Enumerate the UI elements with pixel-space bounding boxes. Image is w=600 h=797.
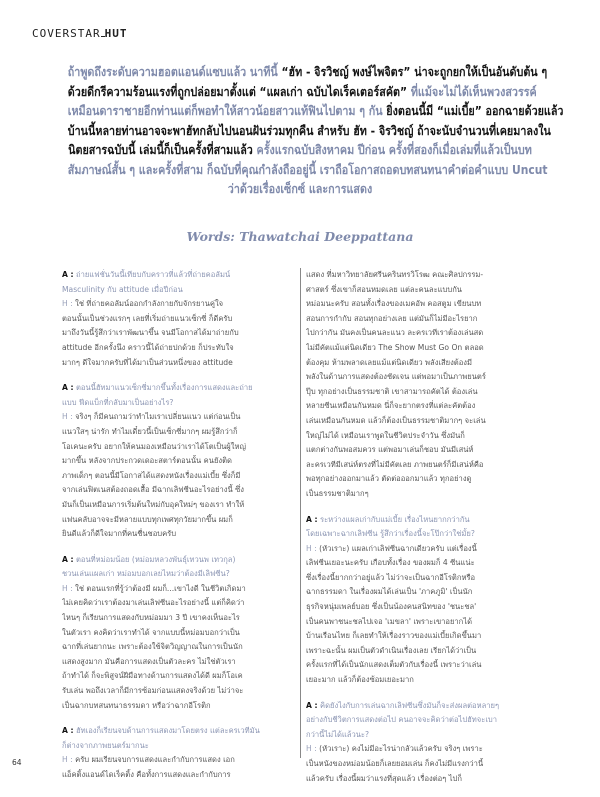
qa-block xyxy=(62,381,296,542)
question-text: ถ่ายแฟชั่นวันนี้เทียบกับคราวที่แล้วที่ถ่ายคอลัมน์ xyxy=(75,270,231,279)
answer-line xyxy=(62,483,296,498)
intro-segment: เหมือนดาราชายอีกท่านแต่ก็พอทำให้สาวน้อยสาวแท้ฟินไปตาม ๆ กัน xyxy=(67,103,387,118)
answer-line xyxy=(62,341,296,356)
answer-text: โอเคนะครับ อยากให้คนมองเหมือนว่าเราได้โตเป็นผู้ใหญ่ xyxy=(62,441,246,451)
question-label: A : xyxy=(62,726,74,736)
answer-line xyxy=(306,673,540,688)
section-header xyxy=(32,27,127,40)
qa-block xyxy=(62,553,296,714)
answer-text: พลังในด้านการแสดงต้องชัดเจน แต่พอมาเป็นภาพยนตร์ xyxy=(306,372,486,382)
question-label: A : xyxy=(306,514,318,524)
answer-line xyxy=(306,472,540,487)
answer-text: ยินดีแล้วก็ดีใจมากที่คนชื่นชอบครับ xyxy=(62,529,177,539)
answer-line xyxy=(306,399,540,414)
answer-line xyxy=(306,268,540,283)
answer-text: attitude อีกครั้งนึง คราวนี้ได้ถ่ายปกด้วย ก็ประทับใจ xyxy=(62,342,234,352)
question-text: ตอนนี้ฮัทมาแนวเซ็กซี่มากขึ้นทั้งเรื่องการแสดงและถ่าย xyxy=(75,383,253,393)
question-line xyxy=(306,527,540,542)
qa-block xyxy=(306,513,540,688)
answer-label: H : xyxy=(62,412,73,422)
answer-line xyxy=(306,443,540,458)
answer-line xyxy=(62,684,296,699)
intro-segment: ด้วยดีกรีความร้อนแรงที่ถูกปล่อยมาตั้งแต่ “แผลเก่า ฉบับไดเร็คเตอร์สคัต” xyxy=(67,83,408,99)
page-number: 64 xyxy=(12,758,22,767)
right-column xyxy=(306,268,540,797)
answer-text: แสดง ที่มหาวิทยาลัยศรีนครินทรวิโรฒ คณะศิลปกรรม- xyxy=(306,270,484,279)
intro-segment: นิตยสารฉบับนี้ เล่มนี้ก็เป็นครั้งที่สามแล้ว xyxy=(68,142,257,157)
answer-line xyxy=(306,297,540,312)
answer-text: เยอะมาก แล้วก็ต้องซ้อมเยอะมาก xyxy=(306,675,414,685)
answer-text: ภาพเด็กๆ ตอนนี้มีโอกาสได้แสดงหนังเรื่องแม่เบี้ย ซึ่งก็มี xyxy=(62,470,241,480)
answer-line xyxy=(306,283,540,298)
answer-line xyxy=(306,458,540,473)
intro-segment: สัมภาษณ์สั้น ๆ และครั้งที่สาม ก็ฉบับที่คุณกำลังถืออยู่นี้ เราถือโอกาสถอดบทสนทนาคำต่อคำแบบ Uncut xyxy=(67,161,548,177)
answer-line xyxy=(62,410,296,425)
answer-line xyxy=(306,487,540,502)
answer-line xyxy=(306,326,540,341)
question-text: ก็ต่างจากภาพยนตร์มากนะ xyxy=(62,740,149,750)
left-column xyxy=(62,268,296,794)
answer-line xyxy=(306,600,540,615)
answer-text: เป็นคนพาชนะชลไปเจอ 'เมขลา' เพราะเขาอยากได้ xyxy=(306,616,473,626)
intro-line xyxy=(67,121,551,141)
answer-line xyxy=(306,571,540,586)
intro-segment: ที่แม้จะไม่ได้เห็นพวงสวรรค์ xyxy=(407,83,537,99)
answer-text: ฉากธรรมดา ในเรื่องผมได้เล่นเป็น 'ภาคภูมิ' เป็นนัก xyxy=(306,587,473,597)
answer-text: เพราะฉะนั้น ผมเป็นตัวดำเนินเรื่องเลย เรียกได้ว่าเป็น xyxy=(306,645,477,655)
answer-line xyxy=(62,768,296,783)
answer-line xyxy=(62,425,296,440)
question-line xyxy=(62,567,296,582)
answer-line xyxy=(62,582,296,597)
question-text: อย่างกับชีวิตการแสดงต่อไป คนอาจจะคิดว่าต่อไปฮัทจะเบา xyxy=(306,715,497,725)
answer-text: ครับ ผมเรียนจบการแสดงและกำกับการแสดง เอก xyxy=(75,755,235,765)
question-line xyxy=(62,739,296,754)
question-line xyxy=(62,396,296,411)
answer-text: (หัวเราะ) คงไม่มีอะไรน่ากลัวแล้วครับ จริงๆ เพราะ xyxy=(319,744,483,754)
question-text: ตอนที่หม่อมน้อย (หม่อมหลวงพันธุ์เทวนพ เทวกุล) xyxy=(75,554,236,564)
answer-text: เป็นฉากบทสนทนาธรรมดา หรือว่าฉากอีโรติก xyxy=(62,700,211,710)
answer-label: H : xyxy=(306,543,317,553)
answer-line xyxy=(306,370,540,385)
intro-line xyxy=(68,140,532,160)
answer-label: H : xyxy=(62,583,73,593)
intro-segment: ยิ่งตอนนี้มี “แม่เบี้ย” ออกฉายด้วยแล้ว xyxy=(386,103,564,118)
answer-text: ถ้าทำได้ ก็จะพิสูจน์ฝีมือทางด้านการแสดงได้ดี ผมก็โอเค xyxy=(62,671,243,681)
answer-line xyxy=(306,312,540,327)
answer-text: ใหญ่ไม่ได้ เหมือนเราพูดในชีวิตประจำวัน ซึ่งมันก็ xyxy=(306,430,465,440)
question-label: A : xyxy=(306,700,318,710)
answer-label: H : xyxy=(62,299,73,309)
question-text: กว่านี้ไม่ได้แล้วนะ? xyxy=(306,729,370,739)
question-label: A : xyxy=(62,554,74,564)
answer-text: ไหนๆ ก็เรียนการแสดงกับหม่อมมา 3 ปี เขาคงเห็นอะไร xyxy=(62,613,240,623)
answer-text: เล่นเหมือนกันหมด แล้วก็ต้องเป็นธรรมชาติมากๆ จะเล่น xyxy=(306,415,486,425)
answer-text: แตกต่างกันพอสมควร แต่พอมาเล่นก็ชอบ มันมีเสน่ห์ xyxy=(306,445,474,455)
answer-line xyxy=(306,356,540,371)
answer-text: ไม่มีคัตแม้แต่นิดเดียว The Show Must Go On ตลอด xyxy=(306,342,484,352)
answer-line xyxy=(62,454,296,469)
answer-text: สอนการกำกับ สอนทุกอย่างเลย แต่มันก็ไม่มีอะไรยาก xyxy=(306,313,478,323)
answer-text: ต้องคุม ห้ามพลาดเลยแม้แต่นิดเดียว พลังเสียงต้องมี xyxy=(306,357,472,367)
answer-line xyxy=(62,669,296,684)
answer-line xyxy=(306,414,540,429)
answer-text: ซึ่งเรื่องนี้ยากกว่าอยู่แล้ว ไม่ว่าจะเป็นฉากอีโรติกหรือ xyxy=(306,572,476,582)
answer-text: บ้านเรือนไทย ก็เลยทำให้เรื่องราวของแม่เบี้ยเกิดขึ้นมา xyxy=(306,631,482,641)
answer-line xyxy=(306,429,540,444)
intro-line xyxy=(67,62,548,82)
answer-text: จากเล่นฟิตเนสต้องถอดเสื้อ มีฉากเลิฟซีนอะไรอย่างนี้ ซึ่ง xyxy=(62,485,244,495)
intro-segment: ถ้าพูดถึงระดับความฮอตแอนด์แซบแล้ว นาทีนี้ xyxy=(67,64,282,79)
answer-text: เลิฟซีนเยอะนะครับ เกือบทั้งเรื่อง ของผมก็ 4 ซีนแน่ะ xyxy=(306,558,475,568)
answer-text: ปุ๊บ ทุกอย่างเป็นธรรมชาติ เขาสามารถคัตได้ ต้องเล่น xyxy=(306,386,478,396)
answer-text: ละครเวทีมีเสน่ห์ตรงที่ไม่มีคัตเลย ภาพยนตร์ก็มีเสน่ห์คือ xyxy=(306,459,484,469)
answer-text: แนวใสๆ น่ารัก ทำไมเดี๋ยวนี้เป็นเซ็กซี่มากๆ ผมรู้สึกว่าก็ xyxy=(62,426,238,436)
answer-text: หม่อมนะครับ สอนทั้งเรื่องของเมคอัพ คอสตูม เขียนบท xyxy=(306,299,482,309)
answer-text: รับเล่น พอถึงเวลาก็มีการซ้อมก่อนแสดงจริงด้วย ไม่ว่าจะ xyxy=(62,686,244,696)
question-text: คิดยังไงกับการเล่นฉากเลิฟซีนซึ่งมันก็จะส่งผลต่อหลายๆ xyxy=(319,700,500,710)
answer-line xyxy=(306,341,540,356)
answer-text: ในตัวเรา คงคิดว่าเราทำได้ จากแบบนี้หม่อมบอกว่าเป็น xyxy=(62,627,240,637)
intro-line xyxy=(67,101,564,121)
answer-line xyxy=(62,513,296,528)
answer-line xyxy=(306,629,540,644)
answer-text: ศาสตร์ ซึ่งเขาก็สอนหมดเลย แต่ละคนละแบบกัน xyxy=(306,284,462,294)
answer-text: มากขึ้น หลังจากประกวดเดอะสตาร์ตอนนั้น คนยังติด xyxy=(62,456,232,466)
answer-text: มันก็เป็นเหมือนการเริ่มต้นใหม่กับอุคใหม่ๆ ของเรา ทำให้ xyxy=(62,499,245,509)
answer-text: เป็นธรรมชาติมากๆ xyxy=(306,488,369,498)
answer-text: ไปกว่ากัน มันคงเป็นคนละแนว ละครเวทีเราต้องเล่นสด xyxy=(306,328,484,338)
answer-line xyxy=(62,469,296,484)
intro-paragraph xyxy=(30,62,570,199)
answer-text: มาถึงวันนี้รู้สึกว่าเราพัฒนาขึ้น จนมีโอกาสได้มาถ่ายกับ xyxy=(62,328,239,338)
intro-line xyxy=(67,160,548,180)
answer-line xyxy=(62,297,296,312)
answer-text: พอทุกอย่างออกมาแล้ว ตัดต่อออกมาแล้ว ทุกอย่างดู xyxy=(306,474,472,484)
answer-line xyxy=(62,626,296,641)
qa-block xyxy=(306,268,540,502)
answer-text: ใช่ ตอนแรกที่รู้ว่าต้องมี ผมก็...เขาไงดี ในชีวิตเกิดมา xyxy=(75,583,246,593)
question-text: โดยเฉพาะฉากเลิฟซีน รู้สึกว่าเรื่องนี้จะโป๊กว่าใช่มั้ย? xyxy=(306,529,475,539)
answer-text: เป็นหนังของหม่อมน้อยก็เลยยอมเล่น ก็คงไม่มีแรงกว่านี้ xyxy=(306,759,484,768)
answer-line xyxy=(62,440,296,455)
question-line xyxy=(306,513,540,528)
qa-block xyxy=(62,268,296,370)
answer-line xyxy=(62,356,296,371)
answer-text: ตอนนั้นเป็นช่วงแรกๆ เลยที่เริ่มถ่ายแนวเซ็กซี่ ก็ดีครับ xyxy=(62,313,233,323)
answer-text: แอ็คติ้งแอนด์ไดเร็คติ้ง คือทั้งการแสดงและกำกับการ xyxy=(62,770,231,779)
question-text: Masculinity กับ attitude เมื่อปีก่อน xyxy=(62,284,183,294)
question-line xyxy=(306,699,540,714)
answer-line xyxy=(306,556,540,571)
answer-text: มากๆ ดีใจมากครับที่ได้มาเป็นส่วนหนึ่งของ attitude xyxy=(62,357,233,367)
section-subject: HUT xyxy=(104,27,128,40)
question-text: ฮัทเองก็เรียนจบด้านการแสดงมาโดยตรง แต่ละครเวทีมัน xyxy=(75,726,260,736)
answer-line xyxy=(306,615,540,630)
question-label: A : xyxy=(62,270,74,279)
question-text: ระหว่างแผลเก่ากับแม่เบี้ย เรื่องไหนยากกว่ากัน xyxy=(319,514,470,524)
intro-line xyxy=(67,82,537,102)
answer-text: ครั้งแรกที่ได้เป็นนักแสดงเต็มตัวกับเรื่องนี้ เพราะว่าเล่น xyxy=(306,660,482,670)
answer-text: แสดงสูงมาก มันคือการแสดงเป็นตัวละคร ไม่ใช่ตัวเรา xyxy=(62,656,236,666)
answer-line xyxy=(62,699,296,714)
section-label: COVERSTAR xyxy=(32,27,101,40)
answer-line xyxy=(62,596,296,611)
intro-segment: บ้านนี้หลายท่านอาจจะพาฮัทกลับไปนอนฝันร่วมทุกคืน สำหรับ ฮัท - จิรวิชญ์ ถ้าจะนับจำนวนที่เคยมาลงใน xyxy=(67,122,551,138)
question-text: ชวนเล่นแผลเก่า หม่อมบอกเลยไหมว่าต้องมีเลิฟซีน? xyxy=(62,569,230,579)
question-line xyxy=(62,724,296,739)
answer-text: หลายซีนเหมือนกันหมด นี่ก็จะยากตรงที่แต่ละคัตต้อง xyxy=(306,401,476,411)
answer-text: แฟนคลับอาจจะมีหลายแบบทุกเพศทุกวัยมากขึ้น ผมก็ xyxy=(62,514,233,524)
intro-line xyxy=(68,179,532,199)
intro-segment: ครั้งแรกฉบับสิงหาคม ปีก่อน ครั้งที่สองก็เมื่อเล่มที่แล้วเป็นบท xyxy=(256,142,532,157)
answer-line xyxy=(62,498,296,513)
answer-text: ไม่เคยคิดว่าเราต้องมาเล่นเลิฟซีนอะไรอย่างนี้ แต่ก็คิดว่า xyxy=(62,598,245,608)
answer-text: ธุรกิจหนุ่มเพลย์บอย ซึ่งเป็นน้องคนสนิทของ 'ชนะชล' xyxy=(306,602,477,612)
question-line xyxy=(62,553,296,568)
answer-line xyxy=(62,326,296,341)
answer-text: ฉากที่เล่นยากนะ เพราะต้องใช้จิตวิญญาณในการเป็นนัก xyxy=(62,642,243,652)
question-line xyxy=(306,713,540,728)
answer-line xyxy=(306,585,540,600)
qa-block xyxy=(306,699,540,787)
answer-text: จริงๆ ก็มีคนถามว่าทำไมเราเปลี่ยนแนว แต่ก่อนเป็น xyxy=(75,412,241,422)
question-label: A : xyxy=(62,383,74,393)
answer-line xyxy=(306,757,540,772)
answer-line xyxy=(62,312,296,327)
answer-line xyxy=(306,658,540,673)
answer-line xyxy=(62,753,296,768)
question-line xyxy=(62,381,296,396)
answer-text: แล้วครับ เรื่องนี้ผมว่าแรงที่สุดแล้ว เรื่องต่อๆ ไปก็ xyxy=(306,773,462,783)
answer-label: H : xyxy=(62,755,73,765)
answer-line xyxy=(306,385,540,400)
question-line xyxy=(62,268,296,283)
answer-text: ใช่ ที่ถ่ายคอลัมน์ออกกำลังกายกับจักรยานคู่ใจ xyxy=(75,299,224,309)
answer-text: (หัวเราะ) แผลเก่าเลิฟซีนฉากเดียวครับ แต่เรื่องนี้ xyxy=(319,543,477,553)
intro-segment: “ฮัท - จิรวิชญ์ พงษ์ไพจิตร” น่าจะถูกยกให้เป็นอันดับต้น ๆ xyxy=(281,64,548,79)
answer-label: H : xyxy=(306,744,317,754)
answer-line xyxy=(62,527,296,542)
answer-line xyxy=(62,655,296,670)
answer-line xyxy=(306,742,540,757)
question-text: แบบ ฟีดแบ็กที่กลับมาเป็นอย่างไร? xyxy=(62,397,174,407)
column-divider xyxy=(300,268,301,758)
byline: Words: Thawatchai Deeppattana xyxy=(186,229,414,244)
answer-line xyxy=(306,542,540,557)
intro-segment: ว่าด้วยเรื่องเซ็กซ์ และการแสดง xyxy=(227,181,373,196)
answer-line xyxy=(62,611,296,626)
qa-block xyxy=(62,724,296,782)
answer-line xyxy=(306,644,540,659)
answer-line xyxy=(62,640,296,655)
question-line xyxy=(62,283,296,298)
answer-line xyxy=(306,772,540,787)
question-line xyxy=(306,728,540,743)
